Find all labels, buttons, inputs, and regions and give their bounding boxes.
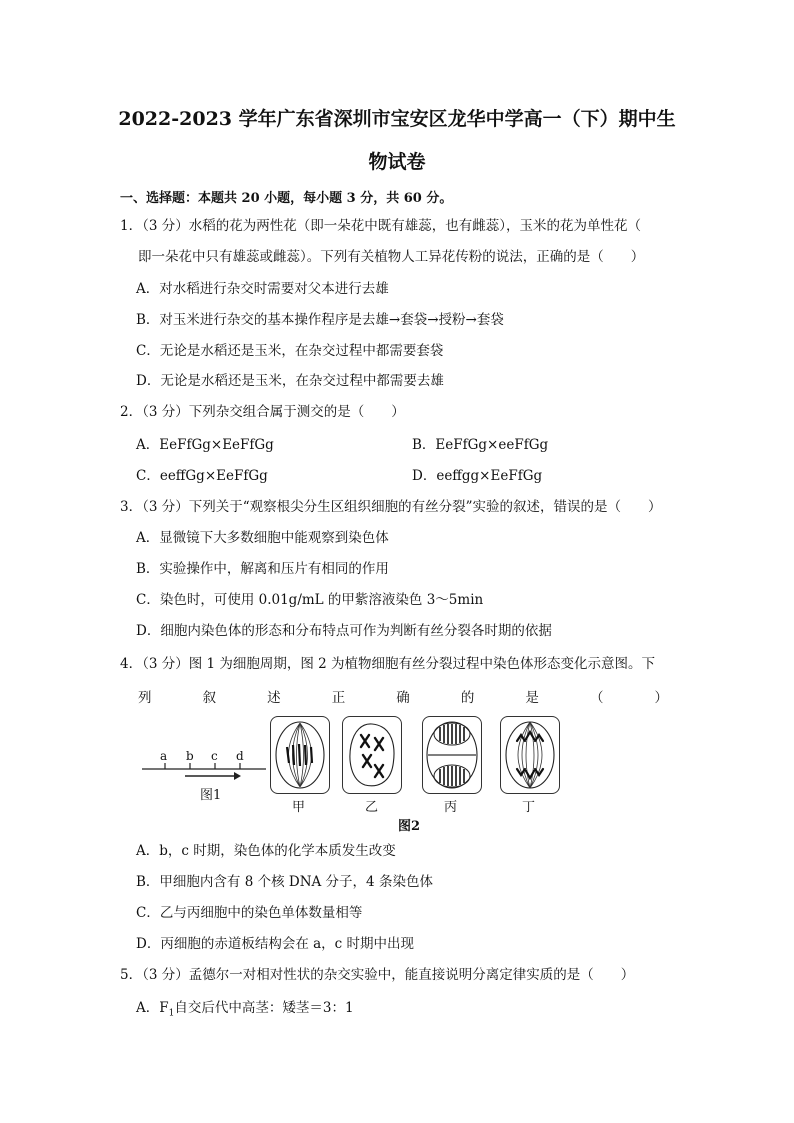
question-3-option-a: A．显微镜下大多数细胞中能观察到染色体 xyxy=(136,530,389,546)
stem-char: 叙 xyxy=(202,690,217,706)
subscript: 1 xyxy=(168,1008,175,1019)
question-1-option-d: D．无论是水稻还是玉米，在杂交过程中都需要去雄 xyxy=(136,373,444,389)
stem-char: 述 xyxy=(267,690,281,706)
stem-char: 列 xyxy=(138,690,152,706)
question-3-option-b: B．实验操作中，解离和压片有相同的作用 xyxy=(136,561,389,577)
stem-char: 正 xyxy=(331,690,346,706)
question-5-option-a xyxy=(136,999,354,1023)
question-5-stem: 5．（3 分）孟德尔一对相对性状的杂交实验中，能直接说明分离定律实质的是（ ） xyxy=(120,967,635,983)
cell-yi xyxy=(342,716,402,794)
question-2-stem: 2．（3 分）下列杂交组合属于测交的是（ ） xyxy=(120,404,405,420)
question-1-option-c: C．无论是水稻还是玉米，在杂交过程中都需要套袋 xyxy=(136,343,444,359)
question-1-stem: 1．（3 分）水稻的花为两性花（即一朵花中既有雄蕊，也有雌蕊），玉米的花为单性花（ xyxy=(120,218,641,234)
page-title: 2022-2023 学年广东省深圳市宝安区龙华中学高一（下）期中生 xyxy=(118,108,676,130)
cell-bing-drawing xyxy=(423,717,481,793)
cell-bing xyxy=(422,716,482,794)
axis-label-a: a xyxy=(160,749,168,763)
stem-char: 是 xyxy=(525,690,539,706)
stem-char: （ xyxy=(589,690,604,706)
cell-yi-drawing xyxy=(343,717,401,793)
question-4-stem-cont xyxy=(138,686,668,706)
stem-char: ） xyxy=(654,690,668,706)
axis-label-b: b xyxy=(186,749,194,763)
axis-label-d: d xyxy=(236,749,244,763)
cell-jia xyxy=(270,716,330,794)
question-1-option-b: B．对玉米进行杂交的基本操作程序是去雄→套袋→授粉→套袋 xyxy=(136,312,504,328)
question-4-option-c: C．乙与丙细胞中的染色单体数量相等 xyxy=(136,905,363,921)
page-title-cont: 物试卷 xyxy=(368,151,426,173)
question-3-stem: 3．（3 分）下列关于“观察根尖分生区组织细胞的有丝分裂”实验的叙述，错误的是（ ） xyxy=(120,499,662,515)
cell-label-ding: 丁 xyxy=(522,800,536,815)
cell-ding xyxy=(500,716,560,794)
question-2-option-a: A．EeFfGg×EeFfGg xyxy=(136,437,274,453)
question-2-option-b: B．EeFfGg×eeFfGg xyxy=(412,437,549,453)
cell-label-jia: 甲 xyxy=(292,800,306,815)
question-2-option-c: C．eeffGg×EeFfGg xyxy=(136,468,268,484)
figure-2-caption: 图2 xyxy=(398,819,421,834)
question-1-option-a: A．对水稻进行杂交时需要对父本进行去雄 xyxy=(136,281,389,297)
question-4-stem: 4．（3 分）图 1 为细胞周期，图 2 为植物细胞有丝分裂过程中染色体形态变化示意图。下 xyxy=(120,656,656,672)
option-a-text: 自交后代中高茎：矮茎＝3：1 xyxy=(174,1000,354,1016)
question-4-option-d: D．丙细胞的赤道板结构会在 a，c 时期中出现 xyxy=(136,936,415,952)
cell-jia-drawing xyxy=(271,717,329,793)
option-a-prefix: A．F xyxy=(136,1000,169,1016)
question-3-option-c: C．染色时，可使用 0.01g/mL 的甲紫溶液染色 3～5min xyxy=(136,592,484,608)
stem-char: 的 xyxy=(460,690,475,706)
axis-label-c: c xyxy=(211,749,218,763)
stem-char: 确 xyxy=(396,690,410,706)
question-4-option-a: A．b，c 时期，染色体的化学本质发生改变 xyxy=(136,843,396,859)
section-heading: 一、选择题：本题共 20 小题，每小题 3 分，共 60 分。 xyxy=(120,191,453,206)
cell-ding-drawing xyxy=(501,717,559,793)
figure-1-caption: 图1 xyxy=(200,788,222,803)
question-3-option-d: D．细胞内染色体的形态和分布特点可作为判断有丝分裂各时期的依据 xyxy=(136,623,552,639)
question-4-option-b: B．甲细胞内含有 8 个核 DNA 分子，4 条染色体 xyxy=(136,874,433,890)
cell-label-bing: 丙 xyxy=(444,800,458,815)
question-1-stem-cont: 即一朵花中只有雄蕊或雌蕊）。下列有关植物人工异花传粉的说法，正确的是（ ） xyxy=(138,249,645,265)
question-2-option-d: D．eeffgg×EeFfGg xyxy=(412,468,543,484)
cell-label-yi: 乙 xyxy=(365,800,379,815)
